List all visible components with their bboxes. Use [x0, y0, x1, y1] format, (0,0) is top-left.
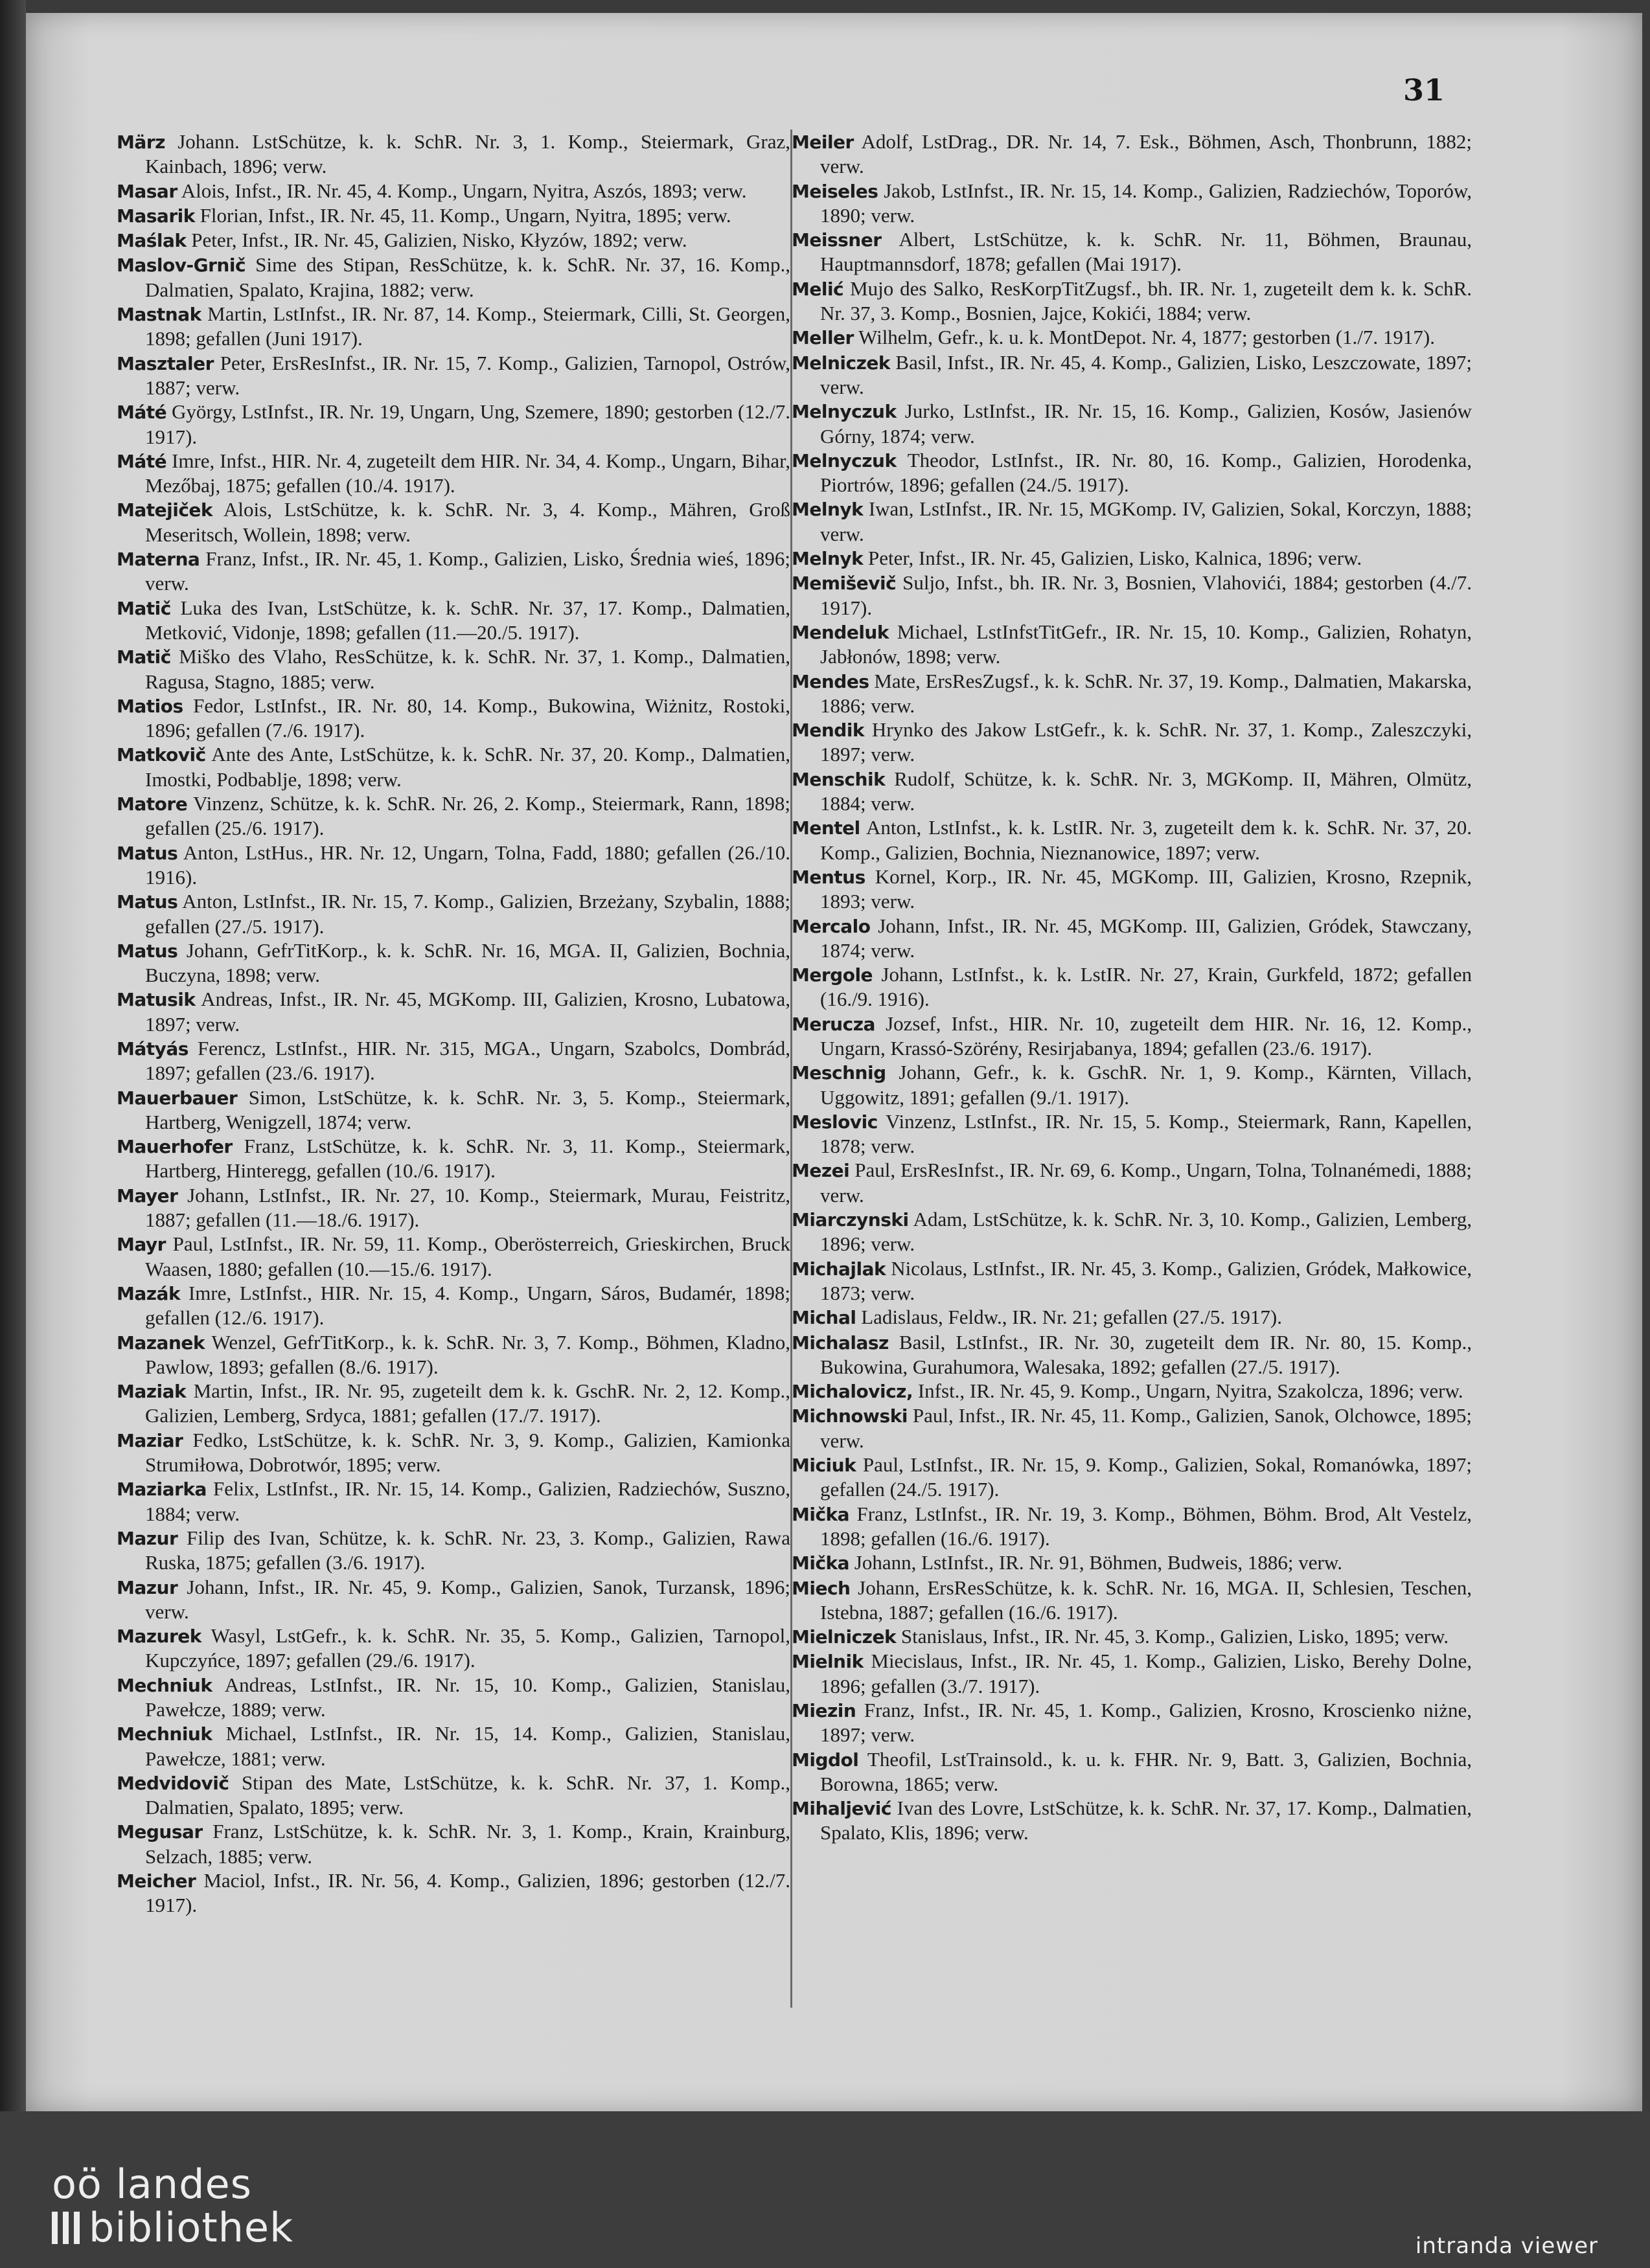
register-entry [117, 1379, 790, 1428]
entry-surname: Melnyk [792, 548, 864, 570]
entry-surname: Mendes [792, 670, 869, 692]
entry-details: Theodor, LstInfst., IR. Nr. 80, 16. Komp., Galizien, Horodenka, Piortrów, 1896; gefallen (24./5. 1917). [820, 448, 1472, 497]
entry-surname: Michalasz [792, 1332, 889, 1354]
entry-surname: Matkovič [117, 744, 206, 766]
register-entry [117, 1330, 790, 1379]
register-entry [792, 497, 1472, 546]
entry-surname: Mentel [792, 817, 860, 839]
entry-details: Filip des Ivan, Schütze, k. k. SchR. Nr. 23, 3. Komp., Galizien, Rawa Ruska, 1875; gefallen (3./6. 1917). [145, 1526, 791, 1574]
entry-details: György, LstInfst., IR. Nr. 19, Ungarn, Ung, Szemere, 1890; gestorben (12./7. 1917). [145, 400, 790, 448]
entry-surname: Mendik [792, 720, 865, 742]
entry-surname: Maziarka [117, 1479, 207, 1501]
register-entry [117, 179, 790, 203]
entry-details: Franz, LstSchütze, k. k. SchR. Nr. 3, 11. Komp., Steiermark, Hartberg, Hinteregg, gefallen (10./6. 1917). [145, 1135, 791, 1183]
entry-surname: Matusik [117, 989, 196, 1011]
entry-surname: Michal [792, 1307, 856, 1329]
entry-details: Wasyl, LstGefr., k. k. SchR. Nr. 35, 5. Komp., Galizien, Tarnopol, Kupczyńce, 1897; gefallen (29./6. 1917). [145, 1624, 790, 1672]
register-entry [117, 130, 790, 179]
register-entry [117, 694, 790, 743]
entry-surname: Melnyk [792, 499, 864, 521]
register-entry [792, 1698, 1472, 1747]
library-logo[interactable] [52, 2160, 293, 2251]
register-entry [117, 742, 790, 791]
register-entry [117, 351, 790, 400]
register-entry [117, 1281, 790, 1330]
entry-details: Alois, LstSchütze, k. k. SchR. Nr. 3, 4. Komp., Mähren, Groß Meseritsch, Wollein, 1898; verw. [145, 498, 790, 546]
register-entry [117, 644, 790, 694]
register-entry [792, 1403, 1472, 1453]
entry-surname: Meslovic [792, 1111, 878, 1133]
entry-surname: Maślak [117, 230, 187, 252]
entry-details: Imre, LstInfst., HIR. Nr. 15, 4. Komp., Ungarn, Sáros, Budamér, 1898; gefallen (12./6. 1917). [145, 1281, 791, 1330]
entry-surname: Mercalo [792, 915, 871, 937]
register-entry [792, 1305, 1472, 1330]
register-entry [117, 1673, 790, 1722]
entry-details: Mujo des Salko, ResKorpTitZugsf., bh. IR. Nr. 1, zugeteilt dem k. k. SchR. Nr. 37, 3. Komp., Bosnien, Jajce, Kokići, 1884; verw. [820, 277, 1472, 325]
entry-details: Peter, ErsResInfst., IR. Nr. 15, 7. Komp., Galizien, Tarnopol, Ostrów, 1887; verw. [145, 351, 791, 399]
register-entry [792, 1649, 1472, 1698]
register-entry [792, 1796, 1472, 1845]
entry-details: Miško des Vlaho, ResSchütze, k. k. SchR. Nr. 37, 1. Komp., Dalmatien, Ragusa, Stagno, 1885; verw. [145, 645, 791, 693]
entry-surname: Megusar [117, 1821, 203, 1843]
register-entry [117, 1771, 790, 1820]
entry-details: Jakob, LstInfst., IR. Nr. 15, 14. Komp., Galizien, Radziechów, Toporów, 1890; verw. [820, 179, 1472, 227]
entry-details: Peter, Infst., IR. Nr. 45, Galizien, Nisko, Kłyzów, 1892; verw. [191, 229, 687, 252]
entry-details: Johann, Infst., IR. Nr. 45, MGKomp. III, Galizien, Gródek, Stawczany, 1874; verw. [820, 914, 1472, 962]
entry-surname: Materna [117, 549, 200, 571]
entry-surname: Medvidovič [117, 1772, 229, 1794]
register-entry [117, 1868, 790, 1918]
entry-details: Felix, LstInfst., IR. Nr. 15, 14. Komp., Galizien, Radziechów, Suszno, 1884; verw. [145, 1477, 791, 1525]
entry-surname: Mička [792, 1552, 850, 1574]
entry-details: Jozsef, Infst., HIR. Nr. 10, zugeteilt dem HIR. Nr. 16, 12. Komp., Ungarn, Krassó-Szörény, Resirjabanya, 1894; gefallen (23./6. 1917). [820, 1012, 1472, 1060]
entry-surname: Migdol [792, 1749, 859, 1771]
register-entry [792, 1207, 1472, 1256]
entry-surname: Mezei [792, 1160, 850, 1182]
entry-surname: Meruczа [792, 1013, 875, 1035]
entry-surname: Miezin [792, 1700, 856, 1721]
entry-surname: Mielnik [792, 1651, 864, 1673]
register-entry [792, 1330, 1472, 1379]
register-entry [117, 841, 790, 890]
entry-surname: Mayr [117, 1234, 166, 1256]
entry-details: Luka des Ivan, LstSchütze, k. k. SchR. Nr. 37, 17. Komp., Dalmatien, Metković, Vidonje, 1898; gefallen (11.—20./5. 1917). [145, 596, 791, 644]
left-column [117, 130, 790, 1918]
entry-details: Johann, Gefr., k. k. GschR. Nr. 1, 9. Komp., Kärnten, Villach, Uggowitz, 1891; gefallen (9./1. 1917). [820, 1061, 1472, 1109]
entry-surname: Melnyczuk [792, 449, 897, 471]
entry-details: Albert, LstSchütze, k. k. SchR. Nr. 11, Böhmen, Braunau, Hauptmannsdorf, 1878; gefallen (Mai 1917). [820, 228, 1472, 276]
register-entry [792, 767, 1472, 816]
entry-surname: Menschik [792, 768, 886, 790]
entry-details: Franz, Infst., IR. Nr. 45, 1. Komp., Galizien, Krosno, Kroscienko niżne, 1897; verw. [820, 1699, 1472, 1747]
register-entry [792, 1624, 1472, 1649]
entry-surname: Melnyczuk [792, 401, 897, 423]
entry-details: Theofil, LstTrainsold., k. u. k. FHR. Nr. 9, Batt. 3, Galizien, Bochnia, Borowna, 1865; verw. [820, 1747, 1472, 1795]
entry-details: Martin, Infst., IR. Nr. 95, zugeteilt dem k. k. GschR. Nr. 2, 12. Komp., Galizien, Lemberg, Srdyca, 1881; gefallen (17./7. 1917). [145, 1379, 790, 1427]
entry-details: Ferencz, LstInfst., HIR. Nr. 315, MGA., Ungarn, Szabolcs, Dombrád, 1897; gefallen (23./6. 1917). [145, 1036, 791, 1085]
register-entry [792, 1453, 1472, 1502]
entry-surname: Mička [792, 1503, 850, 1525]
entry-surname: Matič [117, 646, 171, 668]
entry-surname: Meller [792, 327, 854, 349]
entry-details: Wenzel, GefrTitKorp., k. k. SchR. Nr. 3, 7. Komp., Böhmen, Kladno, Pawlow, 1893; gefallen (8./6. 1917). [145, 1330, 790, 1378]
entry-details: Fedor, LstInfst., IR. Nr. 80, 14. Komp., Bukowina, Wiżnitz, Rostoki, 1896; gefallen (7./6. 1917). [145, 694, 790, 742]
logo-line2: bibliothek [89, 2204, 293, 2251]
entry-surname: Mendeluk [792, 621, 889, 643]
register-entry [117, 1721, 790, 1771]
register-entry [792, 130, 1472, 179]
entry-details: Johann. LstSchütze, k. k. SchR. Nr. 3, 1. Komp., Steiermark, Graz, Kainbach, 1896; verw. [145, 130, 791, 178]
entry-details: Kornel, Korp., IR. Nr. 45, MGKomp. III, Galizien, Krosno, Rzepnik, 1893; verw. [820, 865, 1472, 913]
register-entry [792, 1256, 1472, 1306]
entry-surname: Mazanek [117, 1332, 205, 1354]
entry-surname: Mielniczek [792, 1626, 897, 1648]
entry-details: Florian, Infst., IR. Nr. 45, 11. Komp., Ungarn, Nyitra, 1895; verw. [200, 203, 731, 227]
register-entry [117, 302, 790, 351]
register-entry [792, 1747, 1472, 1797]
entry-details: Fedko, LstSchütze, k. k. SchR. Nr. 3, 9. Komp., Galizien, Kamionka Strumiłowa, Dobrotwór, 1895; verw. [145, 1428, 790, 1477]
entry-details: Suljo, Infst., bh. IR. Nr. 3, Bosnien, Vlahovići, 1884; gestorben (4./7. 1917). [820, 571, 1472, 619]
entry-details: Ivan des Lovre, LstSchütze, k. k. SchR. Nr. 37, 17. Komp., Dalmatien, Spalato, Klis, 1896; verw. [820, 1797, 1472, 1844]
entry-surname: Mátyás [117, 1038, 189, 1060]
register-entry [117, 791, 790, 841]
entry-surname: Maziak [117, 1381, 187, 1403]
entry-details: Franz, LstSchütze, k. k. SchR. Nr. 3, 1. Komp., Krain, Krainburg, Selzach, 1885; verw. [145, 1820, 791, 1868]
entry-details: Imre, Infst., HIR. Nr. 4, zugeteilt dem HIR. Nr. 34, 4. Komp., Ungarn, Bihar, Mezőbaj, 1875; gefallen (10./4. 1917). [145, 449, 790, 497]
entry-details: Andreas, Infst., IR. Nr. 45, MGKomp. III, Galizien, Krosno, Lubatowa, 1897; verw. [145, 988, 790, 1036]
entry-surname: Mauerbauer [117, 1087, 238, 1109]
entry-details: Rudolf, Schütze, k. k. SchR. Nr. 3, MGKomp. II, Mähren, Olmütz, 1884; verw. [820, 767, 1472, 815]
viewer-label[interactable]: intranda viewer [1415, 2233, 1598, 2259]
entry-surname: Masarik [117, 205, 195, 227]
entry-details: Franz, LstInfst., IR. Nr. 19, 3. Komp., Böhmen, Böhm. Brod, Alt Vestelz, 1898; gefallen (16./6. 1917). [820, 1502, 1472, 1550]
register-entry [792, 1379, 1472, 1403]
entry-surname: Matejiček [117, 499, 213, 521]
entry-details: Iwan, LstInfst., IR. Nr. 15, MGKomp. IV, Galizien, Sokal, Korczyn, 1888; verw. [820, 497, 1472, 545]
logo-bars-icon [52, 2212, 80, 2244]
entry-surname: Masar [117, 180, 178, 202]
register-entry [117, 1526, 790, 1575]
entry-surname: Mechniuk [117, 1723, 212, 1745]
entry-details: Johann, GefrTitKorp., k. k. SchR. Nr. 16, MGA. II, Galizien, Bochnia, Buczyna, 1898; verw. [145, 938, 791, 987]
entry-surname: Meiseles [792, 180, 878, 202]
entry-surname: Melić [792, 278, 844, 300]
register-entry [117, 449, 790, 498]
entry-surname: Michalovicz, [792, 1381, 913, 1403]
register-entry [117, 1232, 790, 1281]
entry-details: Ante des Ante, LstSchütze, k. k. SchR. Nr. 37, 20. Komp., Dalmatien, Imostki, Podbablje, 1898; verw. [145, 743, 790, 791]
entry-details: Johann, LstInfst., k. k. LstIR. Nr. 27, Krain, Gurkfeld, 1872; gefallen (16./9. 1916). [820, 963, 1472, 1011]
entry-details: Anton, LstInfst., k. k. LstIR. Nr. 3, zugeteilt dem k. k. SchR. Nr. 37, 20. Komp., Galizien, Bochnia, Nieznanowice, 1897; verw. [820, 816, 1472, 864]
register-entry [117, 1134, 790, 1183]
entry-surname: Mazurek [117, 1626, 201, 1648]
register-entry [792, 399, 1472, 448]
entry-surname: Mastnak [117, 304, 201, 326]
entry-surname: Meissner [792, 229, 882, 251]
entry-details: Anton, LstInfst., IR. Nr. 15, 7. Komp., Galizien, Brzeżany, Szybalin, 1888; gefallen (27./5. 1917). [145, 890, 790, 938]
register-entry [792, 227, 1472, 277]
entry-surname: Matič [117, 597, 171, 619]
entry-details: Infst., IR. Nr. 45, 9. Komp., Ungarn, Nyitra, Szakolcza, 1896; verw. [917, 1379, 1463, 1403]
register-entry [117, 547, 790, 596]
entry-surname: Meiler [792, 131, 854, 153]
register-entry [117, 253, 790, 302]
register-entry [117, 1624, 790, 1673]
register-entry [117, 497, 790, 547]
entry-details: Mate, ErsResZugsf., k. k. SchR. Nr. 37, 19. Komp., Dalmatien, Makarska, 1886; verw. [820, 669, 1472, 717]
entry-surname: Mergole [792, 964, 873, 986]
entry-details: Michael, LstInfstTitGefr., IR. Nr. 15, 10. Komp., Galizien, Rohatyn, Jabłonów, 1898; verw. [820, 620, 1472, 668]
entry-surname: Matios [117, 695, 183, 717]
entry-details: Andreas, LstInfst., IR. Nr. 15, 10. Komp., Galizien, Stanislau, Pawełcze, 1889; verw. [145, 1673, 790, 1721]
register-entry [792, 1109, 1472, 1159]
entry-details: Paul, Infst., IR. Nr. 45, 11. Komp., Galizien, Sanok, Olchowce, 1895; verw. [820, 1404, 1472, 1452]
entry-surname: Memiševič [792, 573, 897, 595]
register-entry [117, 596, 790, 645]
entry-surname: Mechniuk [117, 1674, 212, 1696]
entry-details: Johann, LstInfst., IR. Nr. 91, Böhmen, Budweis, 1886; verw. [854, 1551, 1342, 1574]
entry-surname: Miarczynski [792, 1209, 909, 1231]
register-entry [117, 1819, 790, 1868]
entry-details: Martin, LstInfst., IR. Nr. 87, 14. Komp., Steiermark, Cilli, St. Georgen, 1898; gefallen (Juni 1917). [145, 302, 791, 350]
entry-details: Johann, Infst., IR. Nr. 45, 9. Komp., Galizien, Sanok, Turzansk, 1896; verw. [145, 1575, 790, 1623]
entry-details: Stanislaus, Infst., IR. Nr. 45, 3. Komp., Galizien, Lisko, 1895; verw. [900, 1625, 1449, 1648]
register-entry [117, 228, 790, 253]
register-entry [117, 1477, 790, 1526]
entry-surname: Mazur [117, 1527, 178, 1549]
register-entry [792, 1060, 1472, 1109]
entry-surname: Mayer [117, 1185, 178, 1207]
entry-surname: Meicher [117, 1870, 196, 1892]
entry-surname: Miciuk [792, 1455, 856, 1477]
register-entry [792, 1158, 1472, 1207]
entry-surname: März [117, 131, 165, 153]
register-entry [117, 1575, 790, 1624]
register-entry [792, 1576, 1472, 1625]
entry-details: Nicolaus, LstInfst., IR. Nr. 45, 3. Komp., Galizien, Gródek, Małkowice, 1873; verw. [820, 1256, 1472, 1304]
entry-surname: Maslov-Grnič [117, 255, 246, 277]
entry-details: Wilhelm, Gefr., k. u. k. MontDepot. Nr. 4, 1877; gestorben (1./7. 1917). [858, 326, 1435, 349]
page-number: 31 [1403, 73, 1445, 108]
register-entry [792, 277, 1472, 326]
entry-details: Paul, ErsResInfst., IR. Nr. 69, 6. Komp., Ungarn, Tolna, Tolnanémedi, 1888; verw. [820, 1159, 1472, 1207]
entry-details: Peter, Infst., IR. Nr. 45, Galizien, Lisko, Kalnica, 1896; verw. [868, 547, 1362, 570]
register-entry [792, 179, 1472, 228]
register-entry [792, 914, 1472, 963]
entry-details: Johann, LstInfst., IR. Nr. 27, 10. Komp., Steiermark, Murau, Feistritz, 1887; gefallen (11.—18./6. 1917). [145, 1183, 790, 1232]
entry-details: Maciol, Infst., IR. Nr. 56, 4. Komp., Galizien, 1896; gestorben (12./7. 1917). [145, 1869, 790, 1917]
register-entry [117, 400, 790, 449]
entry-details: Sime des Stipan, ResSchütze, k. k. SchR. Nr. 37, 16. Komp., Dalmatien, Spalato, Krajina, 1882; verw. [145, 253, 790, 301]
register-entry [117, 1183, 790, 1232]
entry-details: Adolf, LstDrag., DR. Nr. 14, 7. Esk., Böhmen, Asch, Thonbrunn, 1882; verw. [820, 130, 1472, 178]
register-entry [792, 350, 1472, 400]
entry-details: Simon, LstSchütze, k. k. SchR. Nr. 3, 5. Komp., Steiermark, Hartberg, Wenigzell, 1874; verw. [145, 1085, 791, 1133]
entry-surname: Meschnig [792, 1062, 886, 1084]
entry-details: Johann, ErsResSchütze, k. k. SchR. Nr. 16, MGA. II, Schlesien, Teschen, Istebna, 1887; gefallen (16./6. 1917). [820, 1576, 1472, 1624]
register-entry [117, 203, 790, 228]
register-entry [792, 669, 1472, 718]
entry-details: Miecislaus, Infst., IR. Nr. 45, 1. Komp., Galizien, Lisko, Berehy Dolne, 1896; gefallen (3./7. 1917). [820, 1650, 1472, 1697]
entry-details: Ladislaus, Feldw., IR. Nr. 21; gefallen (27./5. 1917). [861, 1306, 1282, 1329]
register-entry [792, 962, 1472, 1012]
register-entry [792, 718, 1472, 767]
entry-surname: Matus [117, 842, 178, 864]
entry-surname: Miech [792, 1577, 851, 1599]
scan-edge [0, 0, 26, 2111]
entry-details: Stipan des Mate, LstSchütze, k. k. SchR. Nr. 37, 1. Komp., Dalmatien, Spalato, 1895; verw. [145, 1771, 791, 1819]
entry-surname: Máté [117, 402, 167, 424]
register-entry [117, 987, 790, 1036]
logo-line1: oö landes [52, 2160, 252, 2208]
entry-surname: Maziar [117, 1429, 183, 1451]
entry-surname: Matus [117, 940, 178, 962]
register-entry [792, 1502, 1472, 1551]
register-entry [117, 1428, 790, 1477]
entry-surname: Masztaler [117, 352, 214, 374]
entry-details: Franz, Infst., IR. Nr. 45, 1. Komp., Galizien, Lisko, Średnia wieś, 1896; verw. [145, 547, 791, 595]
register-entry [117, 889, 790, 938]
entry-surname: Mauerhofer [117, 1136, 233, 1158]
register-entry [792, 1550, 1472, 1575]
register-entry [792, 620, 1472, 669]
entry-details: Alois, Infst., IR. Nr. 45, 4. Komp., Ungarn, Nyitra, Aszós, 1893; verw. [181, 179, 747, 202]
register-entry [792, 546, 1472, 571]
register-entry [792, 1012, 1472, 1061]
entry-details: Adam, LstSchütze, k. k. SchR. Nr. 3, 10. Komp., Galizien, Lemberg, 1896; verw. [820, 1208, 1472, 1256]
entry-details: Vinzenz, LstInfst., IR. Nr. 15, 5. Komp., Steiermark, Rann, Kapellen, 1878; verw. [820, 1109, 1472, 1158]
register-entry [792, 865, 1472, 914]
entry-details: Paul, LstInfst., IR. Nr. 59, 11. Komp., Oberösterreich, Grieskirchen, Bruck Waasen, 1880; gefallen (10.—15./6. 1917). [145, 1232, 790, 1280]
register-entry [792, 448, 1472, 497]
entry-details: Vinzenz, Schütze, k. k. SchR. Nr. 26, 2. Komp., Steiermark, Rann, 1898; gefallen (25./6. 1917). [145, 792, 790, 840]
entry-surname: Mentus [792, 866, 865, 888]
entry-surname: Máté [117, 450, 167, 472]
entry-details: Paul, LstInfst., IR. Nr. 15, 9. Komp., Galizien, Sokal, Romanówka, 1897; gefallen (24./5. 1917). [820, 1453, 1472, 1501]
register-entry [792, 571, 1472, 620]
entry-details: Basil, LstInfst., IR. Nr. 30, zugeteilt dem IR. Nr. 80, 15. Komp., Bukowina, Gurahumora, Walesaka, 1892; gefallen (27./5. 1917). [820, 1330, 1472, 1378]
entry-details: Anton, LstHus., HR. Nr. 12, Ungarn, Tolna, Fadd, 1880; gefallen (26./10. 1916). [145, 841, 790, 889]
register-entry [117, 1085, 790, 1135]
entry-surname: Michajlak [792, 1258, 886, 1280]
entry-details: Basil, Infst., IR. Nr. 45, 4. Komp., Galizien, Lisko, Leszczowate, 1897; verw. [820, 350, 1472, 398]
entry-surname: Mihaljević [792, 1798, 891, 1820]
right-column [792, 130, 1472, 1845]
entry-surname: Matus [117, 891, 178, 913]
entry-details: Jurko, LstInfst., IR. Nr. 15, 16. Komp., Galizien, Kosów, Jasienów Górny, 1874; verw. [820, 400, 1472, 448]
entry-details: Hrynko des Jakow LstGefr., k. k. SchR. Nr. 37, 1. Komp., Zaleszczyki, 1897; verw. [820, 718, 1472, 766]
register-entry [117, 1036, 790, 1085]
register-entry [117, 938, 790, 988]
register-entry [792, 325, 1472, 350]
entry-surname: Matore [117, 793, 188, 815]
entry-surname: Mazák [117, 1282, 181, 1304]
entry-details: Michael, LstInfst., IR. Nr. 15, 14. Komp., Galizien, Stanislau, Pawełcze, 1881; verw. [145, 1722, 791, 1770]
register-entry [792, 815, 1472, 865]
entry-surname: Mazur [117, 1576, 178, 1598]
entry-surname: Michnowski [792, 1405, 908, 1427]
entry-surname: Melniczek [792, 352, 890, 374]
